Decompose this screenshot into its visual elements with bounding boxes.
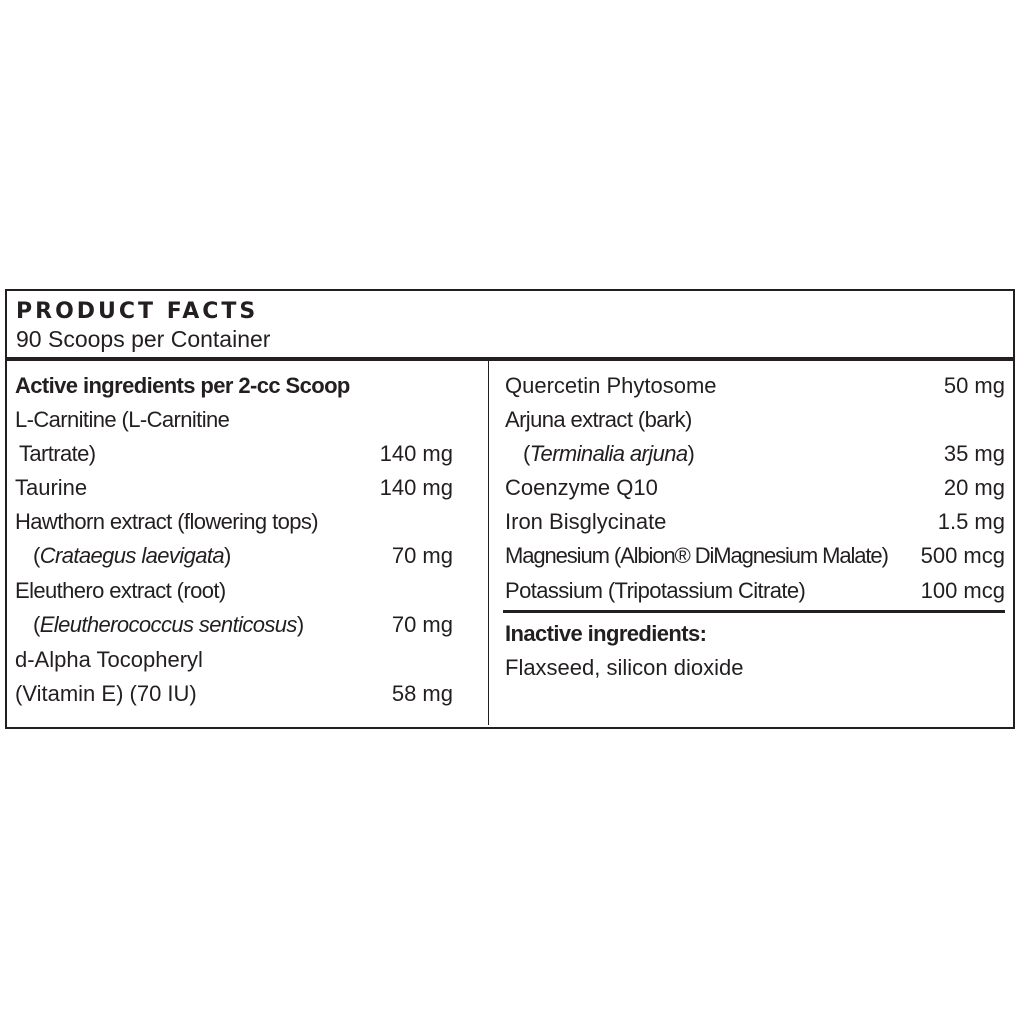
ingredient-row <box>15 473 453 503</box>
active-ingredients-heading: Active ingredients per 2-cc Scoop <box>15 373 350 398</box>
ingredient-row <box>15 679 453 709</box>
ingredient-botanical-name: (Crataegus laevigata) <box>33 543 231 568</box>
ingredient-name: d-Alpha Tocopheryl <box>15 647 203 672</box>
inactive-text-row <box>505 653 1005 683</box>
ingredient-row <box>505 473 1005 503</box>
ingredient-name: Magnesium (Albion® DiMagnesium Malate) <box>505 543 888 568</box>
ingredient-row <box>505 576 1005 606</box>
inactive-divider <box>503 610 1005 613</box>
ingredient-row <box>505 541 1005 571</box>
ingredient-name: Tartrate) <box>19 441 96 466</box>
ingredient-amount: 58 mg <box>391 681 453 706</box>
ingredient-amount: 35 mg <box>943 441 1005 466</box>
inactive-ingredients-text: Flaxseed, silicon dioxide <box>505 655 744 680</box>
ingredient-row <box>15 541 453 571</box>
ingredient-amount: 100 mcg <box>920 578 1005 603</box>
column-divider <box>488 361 489 725</box>
ingredient-amount: 70 mg <box>391 543 453 568</box>
servings-per-container: 90 Scoops per Container <box>16 326 271 352</box>
product-facts-panel <box>5 289 1015 729</box>
ingredient-name: Hawthorn extract (flowering tops) <box>15 509 318 534</box>
ingredient-row <box>15 576 453 606</box>
ingredient-name: L-Carnitine (L-Carnitine <box>15 407 230 432</box>
ingredient-row <box>15 507 453 537</box>
inactive-heading-row <box>505 619 1005 649</box>
ingredient-name: Coenzyme Q10 <box>505 475 658 500</box>
ingredient-name: Taurine <box>15 475 88 500</box>
ingredient-row <box>15 645 453 675</box>
ingredient-botanical-name: (Terminalia arjuna) <box>523 441 695 466</box>
ingredient-amount: 500 mcg <box>920 543 1005 568</box>
active-ingredients-heading-row <box>15 371 453 401</box>
ingredient-name: Potassium (Tripotassium Citrate) <box>505 578 806 603</box>
ingredient-amount: 50 mg <box>943 373 1005 398</box>
ingredient-row <box>505 507 1005 537</box>
inactive-ingredients-heading: Inactive ingredients: <box>505 621 707 646</box>
ingredient-row <box>15 610 453 640</box>
panel-title: PRODUCT FACTS <box>16 299 259 324</box>
ingredient-name: (Vitamin E) (70 IU) <box>15 681 197 706</box>
ingredient-amount: 20 mg <box>943 475 1005 500</box>
ingredient-row <box>505 439 1005 469</box>
ingredient-name: Eleuthero extract (root) <box>15 578 226 603</box>
ingredient-name: Arjuna extract (bark) <box>505 407 692 432</box>
header-divider <box>7 357 1013 361</box>
ingredient-row <box>505 405 1005 435</box>
ingredient-amount: 140 mg <box>379 441 453 466</box>
ingredient-amount: 140 mg <box>379 475 453 500</box>
ingredient-amount: 1.5 mg <box>937 509 1005 534</box>
ingredient-name: Quercetin Phytosome <box>505 373 717 398</box>
ingredient-name: Iron Bisglycinate <box>505 509 667 534</box>
ingredient-row <box>15 439 453 469</box>
ingredient-botanical-name: (Eleutherococcus senticosus) <box>33 612 304 637</box>
ingredient-row <box>505 371 1005 401</box>
ingredient-row <box>15 405 453 435</box>
ingredient-amount: 70 mg <box>391 612 453 637</box>
